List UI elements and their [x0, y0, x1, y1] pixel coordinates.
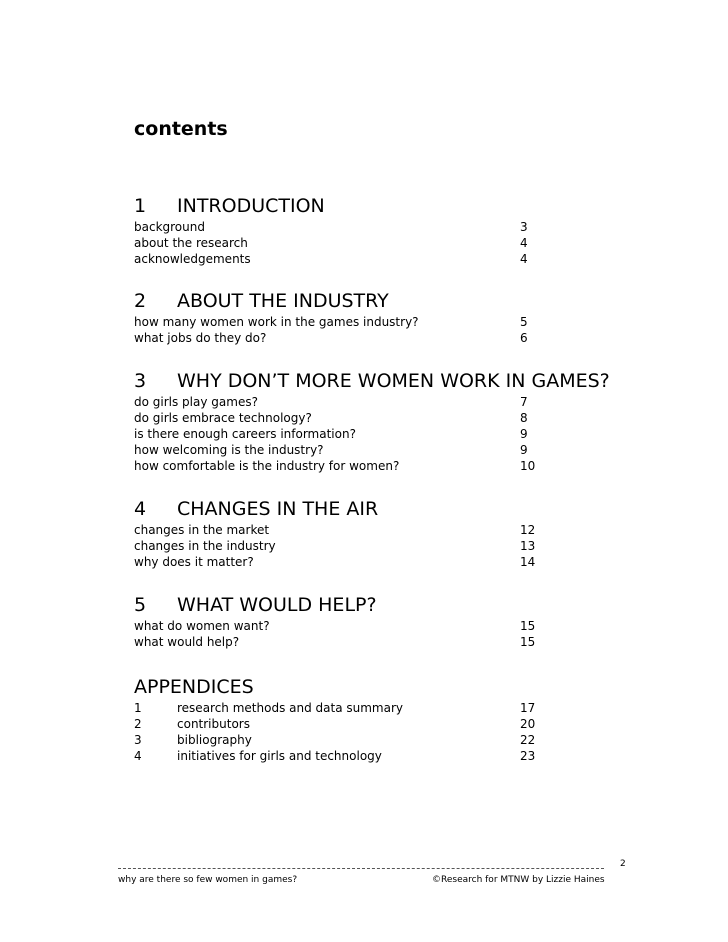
entry-page: 23 [520, 749, 536, 763]
entry-page: 22 [520, 733, 536, 747]
entry-label: what would help? [134, 635, 240, 649]
entry-page: 7 [520, 395, 528, 409]
entry-page: 15 [520, 619, 536, 633]
entry-page: 12 [520, 523, 536, 537]
section-number: 2 [134, 290, 147, 312]
toc-entry [134, 314, 604, 330]
toc-entry [134, 330, 604, 346]
entry-label: what do women want? [134, 619, 270, 633]
toc-entry [134, 538, 604, 554]
footer-document-title: why are there so few women in games? [118, 875, 298, 885]
toc-entry [134, 394, 604, 410]
appendix-number: 1 [134, 701, 142, 715]
contents-title: contents [134, 118, 228, 140]
appendices-heading [134, 676, 604, 698]
toc-entry [134, 442, 604, 458]
section-title: ABOUT THE INDUSTRY [177, 290, 389, 312]
toc-section-1 [134, 195, 604, 267]
footer-divider [118, 868, 604, 869]
toc-section-4 [134, 498, 604, 570]
section-title: INTRODUCTION [177, 195, 325, 217]
appendix-entry [134, 732, 604, 748]
entry-label: acknowledgements [134, 252, 251, 266]
entry-page: 15 [520, 635, 536, 649]
entry-label: changes in the industry [134, 539, 276, 553]
section-heading [134, 498, 604, 520]
appendix-entry [134, 748, 604, 764]
section-heading [134, 290, 604, 312]
appendix-number: 2 [134, 717, 142, 731]
toc-entry [134, 410, 604, 426]
section-title: WHAT WOULD HELP? [177, 594, 377, 616]
appendix-entry [134, 700, 604, 716]
entry-label: initiatives for girls and technology [177, 749, 382, 763]
entry-label: how comfortable is the industry for women? [134, 459, 400, 473]
toc-section-5 [134, 594, 604, 650]
toc-entry [134, 554, 604, 570]
section-number: 1 [134, 195, 147, 217]
entry-page: 20 [520, 717, 536, 731]
toc-entry [134, 458, 604, 474]
section-title: WHY DON’T MORE WOMEN WORK IN GAMES? [177, 370, 610, 392]
entry-label: what jobs do they do? [134, 331, 267, 345]
toc-entry [134, 618, 604, 634]
entry-label: contributors [177, 717, 250, 731]
toc-entry [134, 426, 604, 442]
entry-label: background [134, 220, 205, 234]
entry-label: bibliography [177, 733, 252, 747]
entry-label: is there enough careers information? [134, 427, 356, 441]
entry-page: 4 [520, 236, 528, 250]
entry-label: research methods and data summary [177, 701, 403, 715]
toc-entry [134, 219, 604, 235]
toc-entry [134, 634, 604, 650]
appendix-number: 3 [134, 733, 142, 747]
toc-section-3 [134, 370, 610, 474]
toc-appendices [134, 676, 604, 764]
section-heading [134, 594, 604, 616]
appendices-title: APPENDICES [134, 676, 254, 698]
toc-entry [134, 522, 604, 538]
entry-label: how many women work in the games industry? [134, 315, 419, 329]
appendix-entry [134, 716, 604, 732]
section-title: CHANGES IN THE AIR [177, 498, 379, 520]
entry-label: changes in the market [134, 523, 270, 537]
toc-entry [134, 235, 604, 251]
entry-page: 10 [520, 459, 536, 473]
entry-label: do girls embrace technology? [134, 411, 312, 425]
entry-page: 6 [520, 331, 528, 345]
section-heading [134, 370, 610, 392]
entry-page: 14 [520, 555, 536, 569]
entry-label: why does it matter? [134, 555, 254, 569]
entry-page: 4 [520, 252, 528, 266]
toc-entry [134, 251, 604, 267]
entry-page: 5 [520, 315, 528, 329]
entry-label: about the research [134, 236, 248, 250]
entry-page: 17 [520, 701, 536, 715]
page-number: 2 [620, 859, 626, 869]
entry-label: how welcoming is the industry? [134, 443, 324, 457]
entry-page: 3 [520, 220, 528, 234]
appendix-number: 4 [134, 749, 142, 763]
entry-page: 9 [520, 443, 528, 457]
section-number: 5 [134, 594, 147, 616]
entry-label: do girls play games? [134, 395, 258, 409]
section-number: 4 [134, 498, 147, 520]
entry-page: 13 [520, 539, 536, 553]
section-heading [134, 195, 604, 217]
section-number: 3 [134, 370, 147, 392]
toc-section-2 [134, 290, 604, 346]
footer-copyright: ©Research for MTNW by Lizzie Haines [432, 875, 605, 885]
entry-page: 8 [520, 411, 528, 425]
entry-page: 9 [520, 427, 528, 441]
